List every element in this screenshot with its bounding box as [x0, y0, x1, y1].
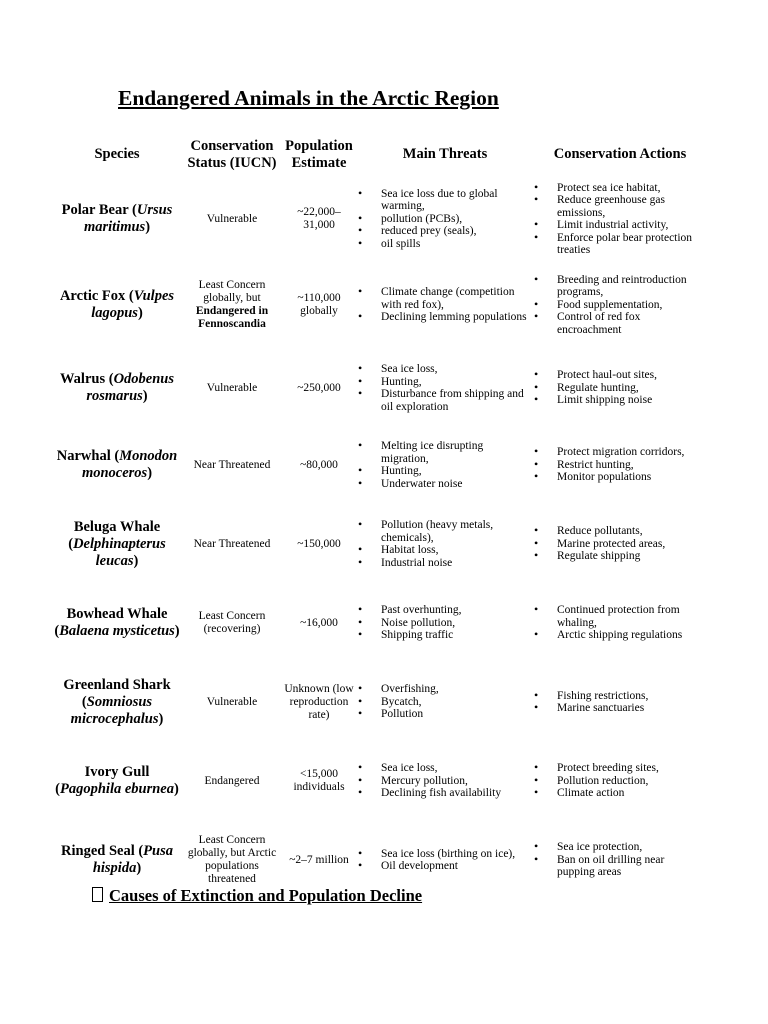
population-estimate: [282, 663, 356, 741]
threats-list: [358, 848, 515, 873]
page-title-text: Endangered Animals in the Arctic Region: [118, 86, 499, 110]
actions-list: [534, 525, 665, 563]
list-item: • Marine sanctuaries: [534, 702, 648, 715]
list-item: • Food supplementation,: [534, 299, 704, 312]
list-item: • Pollution: [358, 708, 439, 721]
actions-list: [534, 604, 704, 642]
header-status-line2: Status (IUCN): [187, 155, 277, 171]
list-item: • Arctic shipping regulations: [534, 629, 704, 642]
list-item: • reduced prey (seals),: [358, 225, 532, 238]
list-item: • Restrict hunting,: [534, 459, 684, 472]
list-item: • Mercury pollution,: [358, 775, 501, 788]
conservation-status: [183, 505, 281, 583]
species-common-name: Walrus (: [59, 371, 114, 387]
status-text: Near Threatened: [193, 458, 271, 471]
species-latin-name: Vulpes lagopus: [91, 288, 175, 321]
list-item: • Protect haul-out sites,: [534, 369, 657, 382]
threats-list: [358, 519, 532, 569]
list-item: • Past overhunting,: [358, 604, 462, 617]
table-row: [0, 180, 768, 258]
list-item: • Continued protection from whaling,: [534, 604, 704, 629]
status-text: Least Concern globally, but: [198, 279, 266, 304]
list-item: • Sea ice loss due to global warming,: [358, 188, 532, 213]
list-item: • Habitat loss,: [358, 544, 532, 557]
threats-list: [358, 188, 532, 251]
species-common-name: Ringed Seal (: [61, 843, 144, 859]
list-item: • Industrial noise: [358, 557, 532, 570]
threats-list: [358, 440, 532, 490]
list-item: • Monitor populations: [534, 471, 684, 484]
table-row: [0, 742, 768, 820]
population-text: ~80,000: [300, 458, 338, 471]
actions-list: [534, 274, 704, 337]
population-text: ~2–7 million: [289, 853, 349, 866]
list-item: • Overfishing,: [358, 683, 439, 696]
species-name: [50, 180, 184, 258]
list-item: • Control of red fox encroachment: [534, 311, 704, 336]
population-text: ~22,000–31,000: [297, 206, 341, 231]
species-common-name: Narwhal (: [56, 448, 120, 464]
section-heading: [92, 886, 422, 906]
list-item: • Climate change (competition with red fox),: [358, 286, 532, 311]
conservation-status: [183, 426, 281, 504]
species-latin-name: Somniosus microcephalus: [70, 693, 159, 727]
list-item: • Marine protected areas,: [534, 538, 665, 551]
list-item: • Bycatch,: [358, 696, 439, 709]
threats-list: [358, 604, 462, 642]
list-item: • pollution (PCBs),: [358, 213, 532, 226]
species-common-name: Greenland Shark (: [63, 676, 171, 710]
list-item: • Protect migration corridors,: [534, 446, 684, 459]
header-status: [180, 138, 284, 172]
population-estimate: [282, 742, 356, 820]
population-estimate: [282, 584, 356, 662]
species-paren: ): [174, 781, 179, 797]
species-common-name: Bowhead Whale (: [54, 606, 168, 639]
list-item: • Melting ice disrupting migration,: [358, 440, 532, 465]
conservation-status: [183, 663, 281, 741]
list-item: • Noise pollution,: [358, 617, 462, 630]
species-paren: ): [137, 305, 143, 321]
population-estimate: [282, 349, 356, 427]
conservation-status: [183, 742, 281, 820]
population-estimate: [282, 266, 356, 344]
header-species: Species: [94, 146, 140, 162]
list-item: • Reduce pollutants,: [534, 525, 665, 538]
species-latin-name: Pagophila eburnea: [60, 781, 174, 797]
actions-list: [534, 690, 648, 715]
actions-list: [534, 369, 657, 407]
population-text: Unknown (low reproduction rate): [284, 682, 354, 721]
list-item: • Reduce greenhouse gas emissions,: [534, 194, 704, 219]
status-text: Near Threatened: [193, 537, 271, 550]
species-name: [50, 663, 184, 741]
species-paren: ): [147, 465, 153, 481]
table-row: [0, 584, 768, 662]
status-text: Endangered: [204, 774, 260, 787]
list-item: • oil spills: [358, 238, 532, 251]
list-item: • Pollution reduction,: [534, 775, 659, 788]
population-text: ~150,000: [297, 537, 341, 550]
table-row: [0, 663, 768, 741]
species-latin-name: Odobenus rosmarus: [86, 371, 174, 404]
species-latin-name: Monodon monoceros: [81, 448, 178, 481]
conservation-status: [183, 266, 281, 344]
list-item: • Hunting,: [358, 376, 532, 389]
list-item: • Declining lemming populations: [358, 311, 532, 324]
species-paren: ): [174, 623, 180, 639]
list-item: • Protect sea ice habitat,: [534, 182, 704, 195]
species-name: [50, 266, 184, 344]
threats-list: [358, 363, 532, 413]
status-text: Vulnerable: [206, 695, 258, 708]
list-item: • Limit shipping noise: [534, 394, 657, 407]
actions-list: [534, 182, 704, 257]
list-item: • Protect breeding sites,: [534, 762, 659, 775]
list-item: • Regulate hunting,: [534, 382, 657, 395]
header-population-line1: Population: [285, 138, 353, 154]
list-item: • Underwater noise: [358, 478, 532, 491]
species-latin-name: Ursus maritimus: [83, 202, 173, 235]
population-text: ~250,000: [297, 381, 341, 394]
species-common-name: Polar Bear (: [61, 202, 137, 218]
population-text: ~110,000 globally: [297, 292, 341, 317]
population-estimate: [282, 505, 356, 583]
status-text: Least Concern globally, but Arctic populations threatened: [187, 834, 277, 885]
list-item: • Sea ice loss,: [358, 762, 501, 775]
species-common-name: Ivory Gull (: [55, 764, 150, 797]
population-text: <15,000 individuals: [293, 768, 345, 793]
population-estimate: [282, 426, 356, 504]
table-row: [0, 266, 768, 344]
species-paren: ): [158, 710, 164, 727]
status-text: Least Concern (recovering): [198, 610, 266, 635]
actions-list: [534, 446, 684, 484]
list-item: • Sea ice protection,: [534, 841, 704, 854]
species-name: [50, 505, 184, 583]
status-text: Vulnerable: [206, 381, 258, 394]
table-row: [0, 426, 768, 504]
list-item: • Sea ice loss,: [358, 363, 532, 376]
table-row: [0, 505, 768, 583]
actions-list: [534, 841, 704, 879]
list-item: • Enforce polar bear protection treaties: [534, 232, 704, 257]
table-row: [0, 349, 768, 427]
species-paren: ): [145, 219, 151, 235]
species-name: [50, 584, 184, 662]
threats-list: [358, 683, 439, 721]
list-item: • Regulate shipping: [534, 550, 665, 563]
population-text: ~16,000: [300, 616, 338, 629]
species-name: [50, 426, 184, 504]
list-item: • Climate action: [534, 787, 659, 800]
species-common-name: Arctic Fox (: [59, 288, 134, 304]
header-status-line1: Conservation: [190, 138, 274, 154]
list-item: • Ban on oil drilling near pupping areas: [534, 854, 704, 879]
missing-glyph-icon: [92, 887, 103, 902]
conservation-status: [183, 584, 281, 662]
species-name: [50, 349, 184, 427]
actions-list: [534, 762, 659, 800]
species-latin-name: Delphinapterus leucas: [73, 535, 166, 569]
header-population-line2: Estimate: [291, 155, 347, 171]
status-text: Vulnerable: [206, 212, 258, 225]
species-common-name: Beluga Whale (: [68, 518, 161, 552]
header-population: [282, 138, 356, 172]
list-item: • Declining fish availability: [358, 787, 501, 800]
list-item: • Fishing restrictions,: [534, 690, 648, 703]
header-threats: Main Threats: [402, 146, 488, 162]
list-item: • Pollution (heavy metals, chemicals),: [358, 519, 532, 544]
header-actions: Conservation Actions: [553, 146, 687, 162]
status-emphasis: Endangered in Fennoscandia: [195, 305, 269, 330]
species-latin-name: Pusa hispida: [92, 843, 173, 876]
page-title: [94, 86, 499, 111]
list-item: • Breeding and reintroduction programs,: [534, 274, 704, 299]
conservation-status: [183, 180, 281, 258]
list-item: • Shipping traffic: [358, 629, 462, 642]
list-item: • Limit industrial activity,: [534, 219, 704, 232]
species-paren: ): [136, 860, 142, 876]
list-item: • Oil development: [358, 860, 515, 873]
population-estimate: [282, 180, 356, 258]
species-paren: ): [142, 388, 148, 404]
threats-list: [358, 762, 501, 800]
threats-list: [358, 286, 532, 324]
species-paren: ): [133, 552, 139, 569]
conservation-status: [183, 349, 281, 427]
list-item: • Hunting,: [358, 465, 532, 478]
section-heading-text: Causes of Extinction and Population Decline: [109, 886, 423, 905]
list-item: • Disturbance from shipping and oil exploration: [358, 388, 532, 413]
list-item: • Sea ice loss (birthing on ice),: [358, 848, 515, 861]
species-latin-name: Balaena mysticetus: [59, 623, 175, 639]
species-name: [50, 742, 184, 820]
